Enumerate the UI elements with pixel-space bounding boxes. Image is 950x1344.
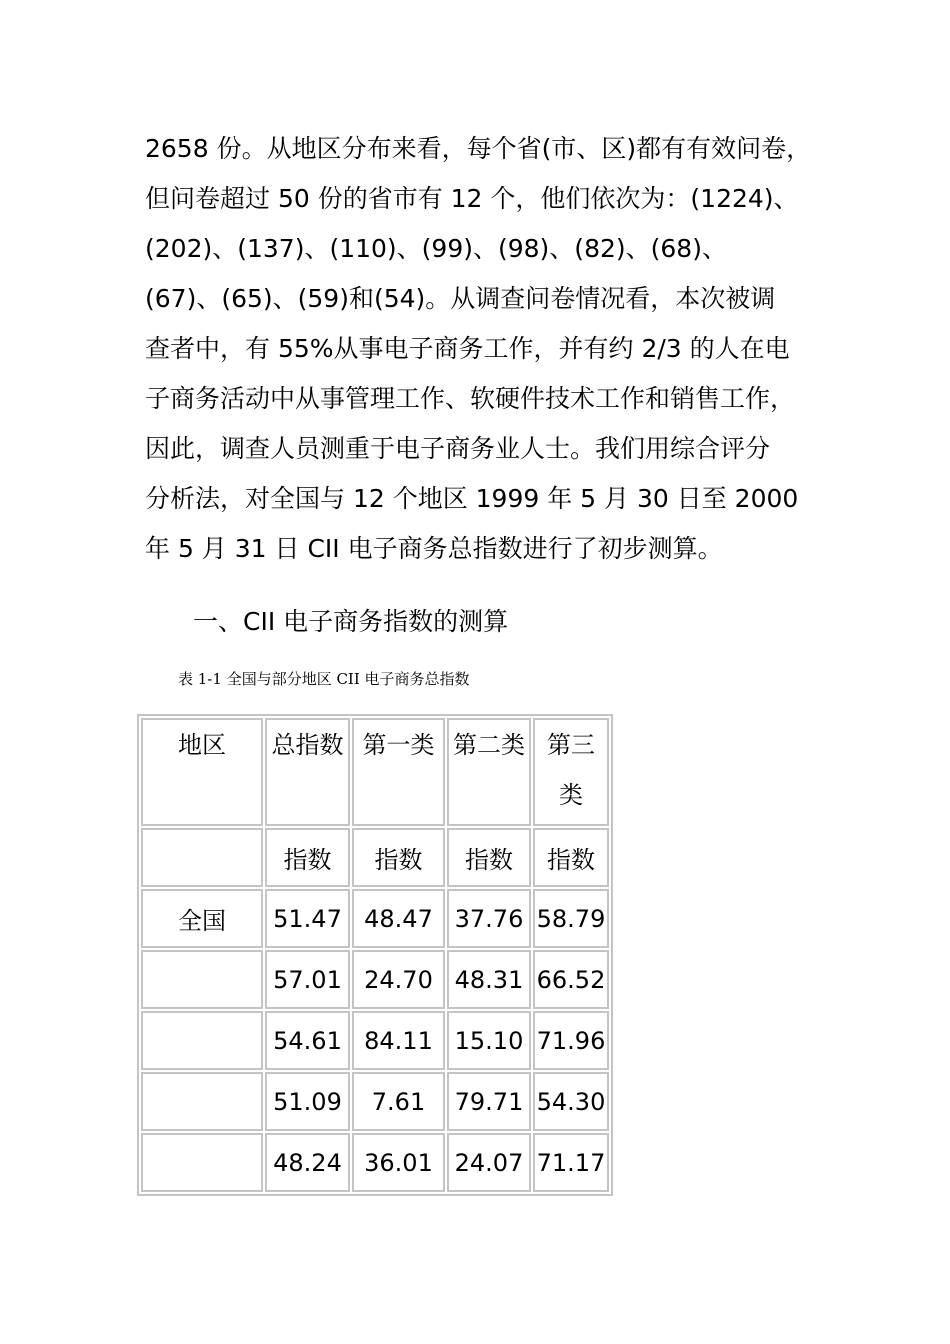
table-cell: 24.70 <box>352 950 445 1009</box>
table-cell <box>141 1133 263 1192</box>
table-cell: 54.30 <box>533 1072 609 1131</box>
table-cell: 48.24 <box>265 1133 350 1192</box>
paragraph-line: (202)、(137)、(110)、(99)、(98)、(82)、(68)、 <box>145 234 727 263</box>
table-row <box>141 1011 609 1070</box>
table-cell: 24.07 <box>447 1133 531 1192</box>
table-cell: 48.31 <box>447 950 531 1009</box>
section-heading: 一、CII 电子商务指数的测算 <box>193 607 509 636</box>
table-cell: 15.10 <box>447 1011 531 1070</box>
table-cell: 指数 <box>533 828 609 887</box>
table-cell <box>141 1072 263 1131</box>
paragraph-line: 年 5 月 31 日 CII 电子商务总指数进行了初步测算。 <box>145 534 723 563</box>
paragraph-line: 2658 份。从地区分布来看，每个省(市、区)都有有效问卷， <box>145 134 812 163</box>
table-row <box>141 950 609 1009</box>
table-row <box>141 889 609 948</box>
table-caption: 表 1-1 全国与部分地区 CII 电子商务总指数 <box>178 670 470 688</box>
paragraph-line: 查者中，有 55%从事电子商务工作，并有约 2/3 的人在电 <box>145 334 790 363</box>
paragraph-line: 子商务活动中从事管理工作、软硬件技术工作和销售工作， <box>145 384 796 413</box>
table-cell: 指数 <box>447 828 531 887</box>
header-category-2: 第二类 <box>447 718 531 826</box>
table-cell <box>141 1011 263 1070</box>
index-table <box>137 714 613 1196</box>
table-subheader-row <box>141 828 609 887</box>
table-cell: 84.11 <box>352 1011 445 1070</box>
paragraph-line: 分析法，对全国与 12 个地区 1999 年 5 月 30 日至 2000 <box>145 484 799 513</box>
paragraph-line: 因此，调查人员测重于电子商务业人士。我们用综合评分 <box>145 434 771 463</box>
header-category-3-line2: 类 <box>559 781 583 809</box>
header-category-3 <box>533 718 609 826</box>
table-row <box>141 1133 609 1192</box>
table-cell: 36.01 <box>352 1133 445 1192</box>
table-cell: 指数 <box>265 828 350 887</box>
table-cell <box>141 950 263 1009</box>
table-cell: 57.01 <box>265 950 350 1009</box>
table-cell: 7.61 <box>352 1072 445 1131</box>
header-category-3-line1: 第三 <box>547 731 595 759</box>
table-cell: 51.47 <box>265 889 350 948</box>
table-cell <box>141 828 263 887</box>
table-cell: 48.47 <box>352 889 445 948</box>
table-cell: 指数 <box>352 828 445 887</box>
header-category-1: 第一类 <box>352 718 445 826</box>
table-cell: 51.09 <box>265 1072 350 1131</box>
table-cell: 全国 <box>141 889 263 948</box>
table-cell: 71.17 <box>533 1133 609 1192</box>
table-cell: 37.76 <box>447 889 531 948</box>
table-cell: 66.52 <box>533 950 609 1009</box>
paragraph-line: 但问卷超过 50 份的省市有 12 个，他们依次为：(1224)、 <box>145 184 799 213</box>
table-header-row <box>141 718 609 826</box>
body-paragraph <box>145 124 815 574</box>
table-cell: 71.96 <box>533 1011 609 1070</box>
table-cell: 79.71 <box>447 1072 531 1131</box>
header-region: 地区 <box>141 718 263 826</box>
table-cell: 58.79 <box>533 889 609 948</box>
header-total-index: 总指数 <box>265 718 350 826</box>
paragraph-line: (67)、(65)、(59)和(54)。从调查问卷情况看，本次被调 <box>145 284 776 313</box>
table-cell: 54.61 <box>265 1011 350 1070</box>
table-row <box>141 1072 609 1131</box>
